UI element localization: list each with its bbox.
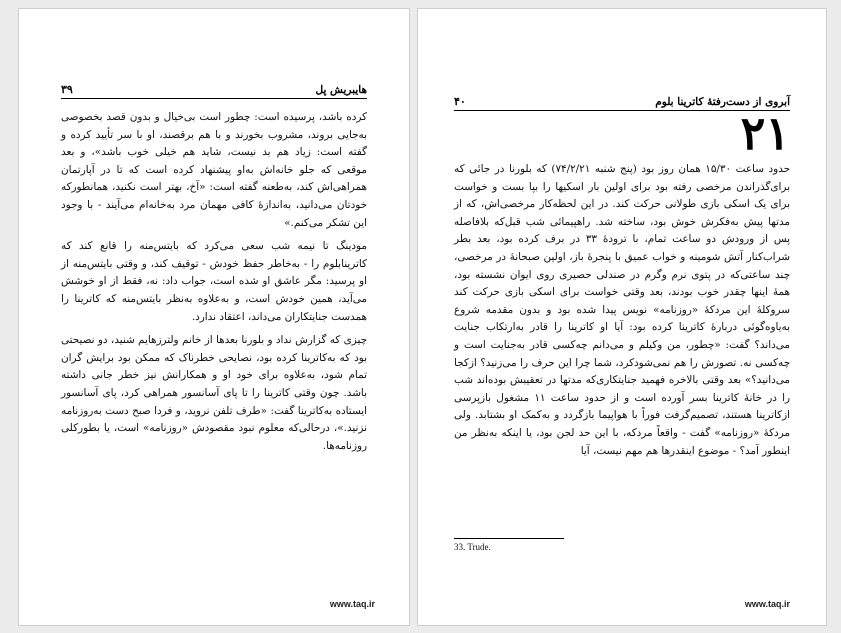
- right-page: [417, 8, 827, 626]
- right-page-running-title: آبروی از دست‌رفتهٔ کاترینا بلوم: [655, 96, 790, 108]
- right-page-number: ۴۰: [454, 95, 466, 108]
- left-page-header: [61, 73, 367, 99]
- footnote: 33. Trude.: [454, 542, 491, 552]
- left-page-footer-url[interactable]: www.taq.ir: [329, 599, 375, 609]
- footnote-divider: [454, 538, 564, 539]
- left-page: [18, 8, 410, 626]
- right-page-header: [454, 85, 790, 111]
- right-page-footer-url[interactable]: www.taq.ir: [744, 599, 790, 609]
- left-paragraph-1: کرده باشد، پرسیده است: چطور است بی‌خیال و بدون قصد بخصوصی به‌جایی بروند، مشروب بخورند و با هم برقصند، او با سر تأیید کرده و گفته است: زیاد هم بد نیست، شاید هم خیلی خوب باشد»، و بعد موقعی که جلو خانه‌اش به‌او پیشنهاد کرده است که تا در آپارتمان همراهی‌اش کند، به‌طعنه گفته است: «آخ، بهتر است نکنید، همانطورکه خودتان می‌دانید، به‌اندازهٔ کافی مهمان مرد به‌خانه‌ام می‌آیند - با وجود این تشکر می‌کنم.»: [61, 111, 367, 229]
- right-paragraph-1: حدود ساعت ۱۵/۳۰ همان روز بود (پنج شنبه ۷۴/۲/۲۱) که بلورنا در جائی که برای‌گذراندن مرخصی رفته بود برای اولین بار اسکیها را بپا بست و خواست برای یک اسکی بازی طولانی حرکت کند. در این لحظه‌کار مرخصی‌اش، که از مدتها پیش به‌فکرش خوش بود، ساخته شد. راهپیمائی شب قبل‌که بلافاصله پس از ورودش دو ساعت تمام، با ترودهٔ ۳۳ در برف کرده بود، بعد بطر شراب‌کنار آتش شومینه و خواب عمیق با پنجرهٔ باز، اولین صبحانهٔ در مرخصی، چند ساعتی‌که در پتوی نرم وگرم در صندلی حصیری روی ایوان نشسته بود، همهٔ اینها چقدر خوب بودند، بعد وقتی خواست برای اسکی بازی حرکت کند سروکلهٔ این مرد‌کهٔ «روزنامه» نویس پیدا شده بود و بدون مقدمه شروع به‌یاوه‌گوئی دربارهٔ کاترینا کرده بود: آیا او کاترینا را قادر به‌ارتکاب جنایت می‌داند؟ گفت: «چطور، من وکیلم و می‌دانم چه‌کسی قادر به‌جنایت است و چه‌کسی نه. تصورش را هم نمی‌شودکرد، شما چرا این حرف را می‌زنید؟ ازکجا می‌دانید؟» بعد وقتی بالاخره فهمید جنایتکاری‌که مدتها در تعقیبش بوده‌اند شب را در خانهٔ کاترینا بسر آورده است و از حدود ساعت ۱۱ مشغول بازپرسی ازکاترینا هستند، تصمیم‌گرفت فوراً با هواپیما بازگردد و به‌کمک او بشتابد. ولی مرد‌کهٔ «روزنامه» گفت - واقعاً مرد‌که، با این حد لجن بود، یا اینکه به‌نظر من اینطور آمد؟ - موضوع اینقدرها هم مهم نیست، آیا: [454, 163, 790, 457]
- left-page-number: ۳۹: [61, 83, 73, 96]
- left-paragraph-2: مودینگ تا نیمه شب سعی می‌کرد که بایتس‌منه را قانع کند که کاترینابلوم را - به‌خاطر حفظ خودش - توقیف کند، و وقتی بایتس‌منه از او پرسید: مگر عاشق او شده است، جواب داد: نه، فقط از او خوشش می‌آید، همین خودش است، و به‌علاوه به‌نظر بایتس‌منه که کاترینا را همدست جنایتکاران می‌داند، اعتقاد ندارد.: [61, 240, 367, 323]
- left-paragraph-3: چیزی که گزارش نداد و بلورنا بعدها از خانم ولترزهایم شنید، دو نصیحتی بود که به‌کاترینا کرده بود، نصایحی خطرناک که ممکن بود برایش گران تمام شود، به‌علاوه برای خود او و همکارانش نیز خطر جانی داشته باشد. چون وقتی کاترینا را تا پای آسانسور همراهی کرد، پای آسانسور ایستاده به‌کاترینا گفت: «طرف تلفن نروید، و فردا صبح دست به‌روزنامه نزنید.»، درحالی‌که معلوم نبود مقصودش «روزنامه» است، یا بطورکلی روزنامه‌ها.: [61, 334, 367, 452]
- chapter-number: ۲۱: [740, 106, 790, 160]
- left-page-body: [61, 109, 367, 455]
- left-page-running-title: هایبریش پل: [315, 84, 367, 96]
- right-page-body: [454, 161, 790, 460]
